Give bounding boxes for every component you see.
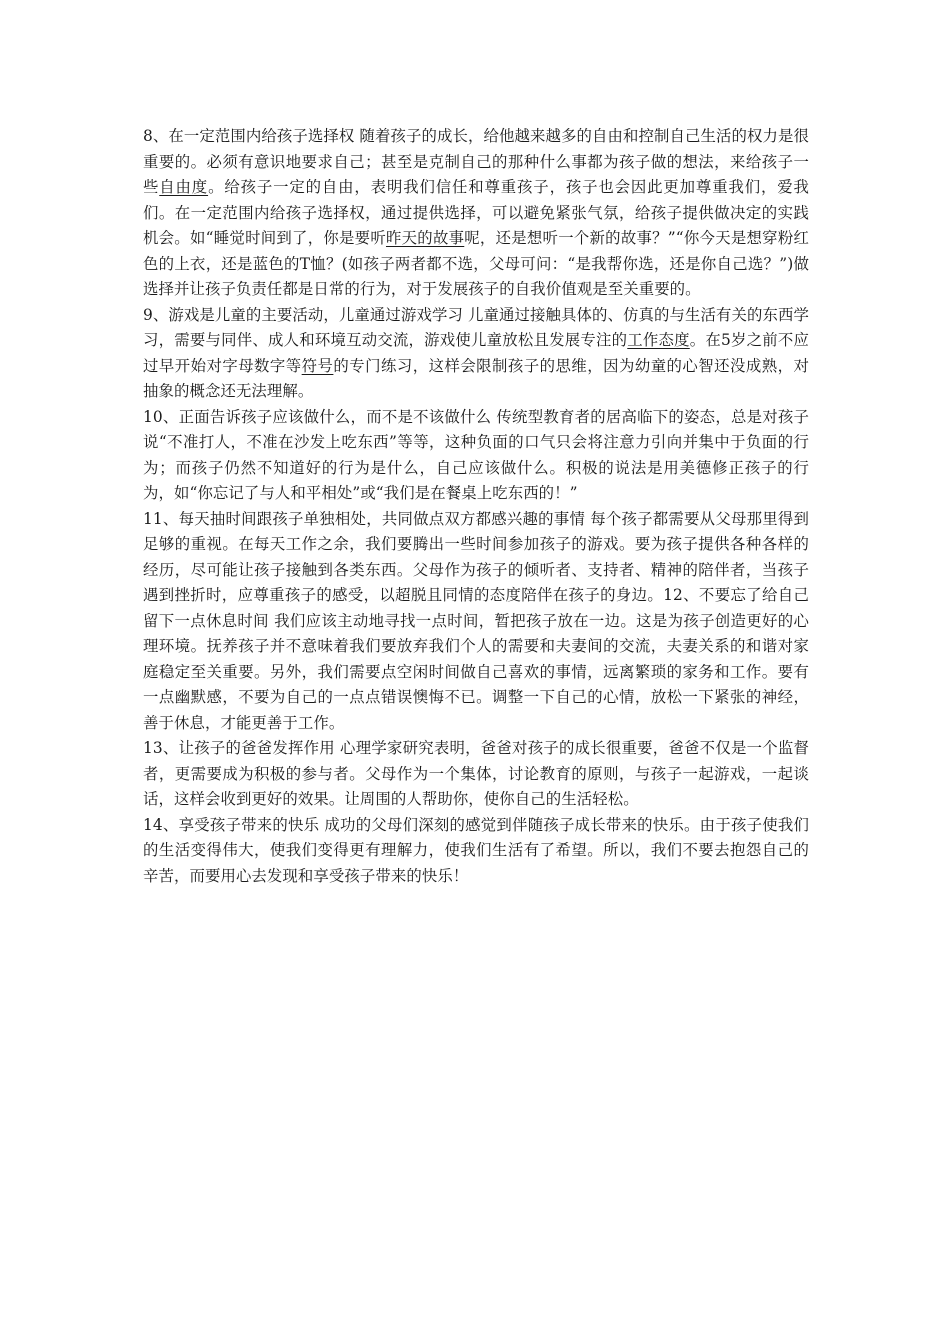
paragraph-text: 11、每天抽时间跟孩子单独相处，共同做点双方都感兴趣的事情 每个孩子都需要从父母那里得到足够的重视。在每天工作之余，我们要腾出一些时间参加孩子的游戏。要为孩子提供各种各样的经历，尽可能让孩子接触到各类东西。父母作为孩子的倾听者、支持者、精神的陪伴者，当孩子遇到挫折时，应尊重孩子的感受，以超脱且同情的态度陪伴在孩子的身边。12、不要忘了给自己留下一点休息时间 我们应该主动地寻找一点时间，暂把孩子放在一边。这是为孩子创造更好的心理环境。抚养孩子并不意味着我们要放弃我们个人的需要和夫妻间的交流，夫妻关系的和谐对家庭稳定至关重要。另外，我们需要点空闲时间做自己喜欢的事情，远离繁琐的家务和工作。要有一点幽默感，不要为自己的一点点错误懊悔不已。调整一下自己的心情，放松一下紧张的神经，善于休息，才能更善于工作。 <box>143 509 809 732</box>
paragraph-text: 10、正面告诉孩子应该做什么，而不是不该做什么 传统型教育者的居高临下的姿态，总是对孩子说“不准打人，不准在沙发上吃东西”等等，这种负面的口气只会将注意力引向并集中于负面的行为；而孩子仍然不知道好的行为是什么，自己应该做什么。积极的说法是用美德修正孩子的行为，如“你忘记了与人和平相处”或“我们是在餐桌上吃东西的！” <box>143 407 809 502</box>
paragraph-10 <box>143 405 809 507</box>
paragraph-11-12 <box>143 507 809 737</box>
paragraph-text: 9、游戏是儿童的主要活动，儿童通过游戏学习 儿童通过接触具体的、仿真的与生活有关的东西学习，需要与同伴、成人和环境互动交流，游戏使儿童放松且发展专注的 <box>143 305 809 349</box>
document-body <box>143 124 809 889</box>
paragraph-9 <box>143 303 809 405</box>
paragraph-14 <box>143 813 809 890</box>
paragraph-text: 的专门练习，这样会限制孩子的思维，因为幼童的心智还没成熟，对抽象的概念还无法理解。 <box>143 356 809 400</box>
underlined-term: 昨天的故事 <box>385 229 465 247</box>
paragraph-text: 14、享受孩子带来的快乐 成功的父母们深刻的感觉到伴随孩子成长带来的快乐。由于孩子使我们的生活变得伟大，使我们变得更有理解力，使我们生活有了希望。所以，我们不要去抱怨自己的辛苦，而要用心去发现和享受孩子带来的快乐！ <box>143 815 809 885</box>
paragraph-text: 。在5岁之前不应过早开始对字母数字等 <box>143 331 810 375</box>
paragraph-text: 8、在一定范围内给孩子选择权 随着孩子的成长，给他越来越多的自由和控制自己生活的权力是很重要的。必须有意识地要求自己；甚至是克制自己的那种什么事都为孩子做的想法，来给孩子一些 <box>143 127 809 196</box>
paragraph-8 <box>143 124 809 303</box>
underlined-term: 符号 <box>301 356 334 375</box>
underlined-term: 自由度 <box>159 178 209 196</box>
underlined-term: 工作态度 <box>627 331 690 349</box>
paragraph-text: 13、让孩子的爸爸发挥作用 心理学家研究表明，爸爸对孩子的成长很重要，爸爸不仅是一个监督者，更需要成为积极的参与者。父母作为一个集体，讨论教育的原则，与孩子一起游戏，一起谈话，这样会收到更好的效果。让周围的人帮助你，使你自己的生活轻松。 <box>143 739 809 808</box>
paragraph-13 <box>143 736 809 813</box>
paragraph-text: 。给孩子一定的自由，表明我们信任和尊重孩子，孩子也会因此更加尊重我们，爱我们。在一定范围内给孩子选择权，通过提供选择，可以避免紧张气氛，给孩子提供做决定的实践机会。如“睡觉时间到了，你是要听 <box>143 178 809 247</box>
paragraph-text: 呢，还是想听一个新的故事？”“你今天是想穿粉红色的上衣，还是蓝色的T恤？(如孩子两者都不选，父母可问：“是我帮你选，还是你自己选？”)做选择并让孩子负责任都是日常的行为，对于发展孩子的自我价值观是至关重要的。 <box>143 229 809 298</box>
